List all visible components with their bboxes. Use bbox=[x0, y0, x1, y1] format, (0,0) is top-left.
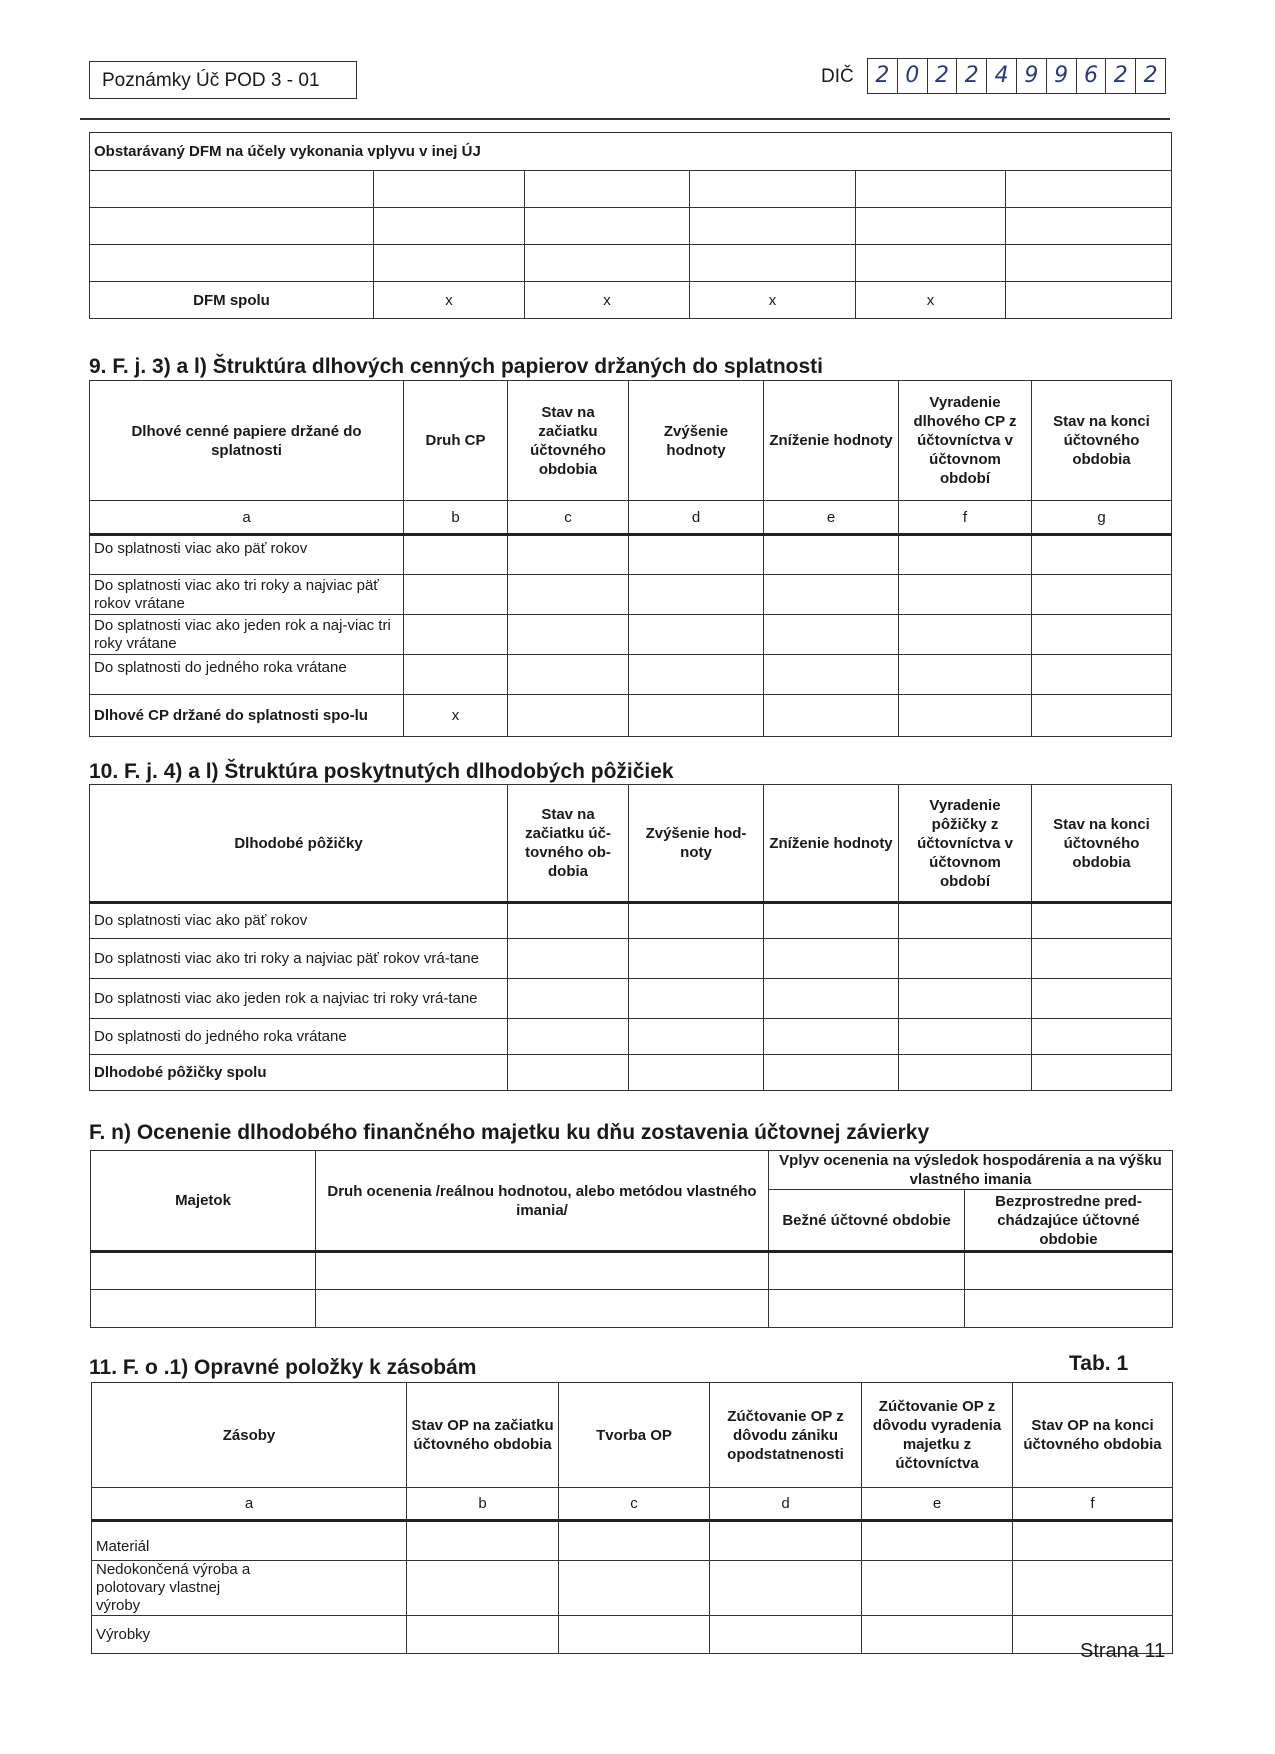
section10-title: 10. F. j. 4) a l) Štruktúra poskytnutých dlhodobých pôžičiek bbox=[89, 760, 674, 783]
cell[interactable] bbox=[1032, 575, 1172, 615]
col-header: Vyradenie pôžičky z účtovníctva v účtovnom období bbox=[899, 785, 1032, 903]
cell[interactable] bbox=[769, 1252, 965, 1290]
cell[interactable] bbox=[1032, 535, 1172, 575]
dic-digit[interactable]: 2 bbox=[928, 59, 958, 93]
cell[interactable] bbox=[1032, 979, 1172, 1019]
cell[interactable] bbox=[1013, 1561, 1173, 1616]
cell[interactable] bbox=[374, 208, 525, 245]
dic-digit[interactable]: 0 bbox=[898, 59, 928, 93]
cell[interactable] bbox=[1006, 245, 1172, 282]
table-row bbox=[90, 903, 1172, 939]
table-row bbox=[90, 245, 1172, 282]
col-header: Bežné účtovné obdobie bbox=[769, 1190, 965, 1252]
cell[interactable] bbox=[899, 939, 1032, 979]
cell[interactable] bbox=[559, 1561, 710, 1616]
col-letter: f bbox=[899, 501, 1032, 535]
dic-digit[interactable]: 4 bbox=[987, 59, 1017, 93]
col-letter: d bbox=[710, 1488, 862, 1521]
cell[interactable] bbox=[764, 615, 899, 655]
col-header: Dlhové cenné papiere držané do splatnosti bbox=[90, 381, 404, 501]
section10-table bbox=[89, 784, 1172, 1091]
dic-field[interactable] bbox=[867, 58, 1166, 94]
cell[interactable] bbox=[316, 1252, 769, 1290]
cell[interactable] bbox=[629, 903, 764, 939]
col-letter: d bbox=[629, 501, 764, 535]
cell[interactable] bbox=[710, 1616, 862, 1654]
table-row bbox=[90, 208, 1172, 245]
cell[interactable] bbox=[508, 939, 629, 979]
cell[interactable] bbox=[404, 535, 508, 575]
cell[interactable] bbox=[404, 655, 508, 695]
cell[interactable] bbox=[508, 695, 629, 737]
cell[interactable] bbox=[899, 695, 1032, 737]
col-header: Stav OP na začiatku účtovného obdobia bbox=[407, 1383, 559, 1488]
cell[interactable] bbox=[856, 245, 1006, 282]
col-header: Zvýšenie hodnoty bbox=[629, 381, 764, 501]
row-label: Dlhové CP držané do splatnosti spo-lu bbox=[90, 695, 404, 737]
dic-digit[interactable]: 6 bbox=[1077, 59, 1107, 93]
col-letter: g bbox=[1032, 501, 1172, 535]
cell[interactable] bbox=[764, 979, 899, 1019]
col-letter: a bbox=[90, 501, 404, 535]
cell[interactable] bbox=[769, 1290, 965, 1328]
section9-table bbox=[89, 380, 1172, 737]
table-row bbox=[92, 1616, 1173, 1654]
row-label: Do splatnosti do jedného roka vrátane bbox=[90, 655, 404, 695]
dic-digit[interactable]: 2 bbox=[868, 59, 898, 93]
cell[interactable] bbox=[899, 655, 1032, 695]
table-row bbox=[90, 1019, 1172, 1055]
cell[interactable] bbox=[899, 1019, 1032, 1055]
cell[interactable] bbox=[764, 535, 899, 575]
col-header: Majetok bbox=[91, 1151, 316, 1252]
col-header: Zúčtovanie OP z dôvodu zániku opodstatnenosti bbox=[710, 1383, 862, 1488]
cell[interactable] bbox=[91, 1252, 316, 1290]
cell[interactable] bbox=[508, 655, 629, 695]
dic-digit[interactable]: 9 bbox=[1017, 59, 1047, 93]
table-row bbox=[90, 615, 1172, 655]
cell[interactable] bbox=[629, 655, 764, 695]
cell[interactable] bbox=[1006, 171, 1172, 208]
cell[interactable] bbox=[629, 1019, 764, 1055]
dic-digit[interactable]: 9 bbox=[1047, 59, 1077, 93]
cell: x bbox=[374, 282, 525, 319]
col-letter: b bbox=[407, 1488, 559, 1521]
cell[interactable] bbox=[1006, 208, 1172, 245]
cell[interactable] bbox=[525, 245, 690, 282]
cell[interactable] bbox=[316, 1290, 769, 1328]
cell[interactable] bbox=[407, 1616, 559, 1654]
col-header: Stav na konci účtovného obdobia bbox=[1032, 381, 1172, 501]
dfm-total-label: DFM spolu bbox=[90, 282, 374, 319]
row-label: Nedokončená výroba a polotovary vlastnej výroby bbox=[92, 1561, 407, 1616]
form-title: Poznámky Úč POD 3 - 01 bbox=[89, 61, 357, 99]
cell[interactable] bbox=[407, 1561, 559, 1616]
cell[interactable] bbox=[374, 245, 525, 282]
cell[interactable] bbox=[862, 1561, 1013, 1616]
cell[interactable] bbox=[404, 575, 508, 615]
col-letter: e bbox=[862, 1488, 1013, 1521]
cell[interactable] bbox=[764, 939, 899, 979]
col-header: Vyradenie dlhového CP z účtovníctva v účtovnom období bbox=[899, 381, 1032, 501]
col-header: Bezprostredne pred-chádzajúce účtovné obdobie bbox=[965, 1190, 1173, 1252]
col-header: Zníženie hodnoty bbox=[764, 785, 899, 903]
cell[interactable] bbox=[629, 1055, 764, 1091]
cell[interactable] bbox=[525, 208, 690, 245]
table-row bbox=[92, 1561, 1173, 1616]
col-letter: c bbox=[559, 1488, 710, 1521]
cell[interactable] bbox=[1032, 655, 1172, 695]
cell: x bbox=[525, 282, 690, 319]
cell[interactable] bbox=[764, 1055, 899, 1091]
cell: x bbox=[690, 282, 856, 319]
col-header: Zásoby bbox=[92, 1383, 407, 1488]
cell: x bbox=[404, 695, 508, 737]
col-header: Zníženie hodnoty bbox=[764, 381, 899, 501]
dfm-total-row bbox=[90, 282, 1172, 319]
cell: x bbox=[856, 282, 1006, 319]
cell[interactable] bbox=[1032, 695, 1172, 737]
table-row bbox=[91, 1290, 1173, 1328]
row-label: Do splatnosti viac ako tri roky a najviac päť rokov vrátane bbox=[90, 575, 404, 615]
cell[interactable] bbox=[764, 1019, 899, 1055]
cell[interactable] bbox=[559, 1521, 710, 1561]
header-divider bbox=[80, 118, 1170, 120]
cell[interactable] bbox=[690, 208, 856, 245]
cell[interactable] bbox=[764, 575, 899, 615]
row-label: Do splatnosti viac ako päť rokov bbox=[90, 535, 404, 575]
col-header: Stav na začiatku účtovného obdobia bbox=[508, 381, 629, 501]
cell[interactable] bbox=[629, 535, 764, 575]
row-label: Do splatnosti viac ako tri roky a najviac päť rokov vrá-tane bbox=[90, 939, 508, 979]
section-fn-table bbox=[90, 1150, 1173, 1328]
cell[interactable] bbox=[710, 1561, 862, 1616]
col-letter: b bbox=[404, 501, 508, 535]
cell[interactable] bbox=[407, 1521, 559, 1561]
col-header: Stav OP na konci účtovného obdobia bbox=[1013, 1383, 1173, 1488]
cell[interactable] bbox=[1032, 1055, 1172, 1091]
cell[interactable] bbox=[559, 1616, 710, 1654]
col-letter: c bbox=[508, 501, 629, 535]
dic-digit[interactable]: 2 bbox=[1106, 59, 1136, 93]
cell[interactable] bbox=[508, 535, 629, 575]
section9-total-row bbox=[90, 695, 1172, 737]
row-label: Do splatnosti viac ako jeden rok a naj-viac tri roky vrátane bbox=[90, 615, 404, 655]
cell[interactable] bbox=[1032, 615, 1172, 655]
section-fn-title: F. n) Ocenenie dlhodobého finančného majetku ku dňu zostavenia účtovnej závierky bbox=[89, 1121, 930, 1144]
cell[interactable] bbox=[629, 695, 764, 737]
table-row bbox=[90, 535, 1172, 575]
dfm-table bbox=[89, 132, 1172, 319]
table-row bbox=[91, 1252, 1173, 1290]
cell[interactable] bbox=[899, 1055, 1032, 1091]
col-header: Druh CP bbox=[404, 381, 508, 501]
section11-title: 11. F. o .1) Opravné položky k zásobám bbox=[89, 1356, 477, 1379]
col-header: Stav na konci účtovného obdobia bbox=[1032, 785, 1172, 903]
cell[interactable] bbox=[90, 208, 374, 245]
cell[interactable] bbox=[374, 171, 525, 208]
cell[interactable] bbox=[91, 1290, 316, 1328]
col-header: Zúčtovanie OP z dôvodu vyradenia majetku z účtovníctva bbox=[862, 1383, 1013, 1488]
row-label: Výrobky bbox=[92, 1616, 407, 1654]
cell[interactable] bbox=[90, 245, 374, 282]
cell[interactable] bbox=[710, 1521, 862, 1561]
page-number: Strana 11 bbox=[1080, 1640, 1166, 1662]
table-row bbox=[92, 1521, 1173, 1561]
table-row bbox=[90, 171, 1172, 208]
col-header: Stav na začiatku úč-tovného ob-dobia bbox=[508, 785, 629, 903]
table-row bbox=[90, 939, 1172, 979]
cell[interactable] bbox=[90, 171, 374, 208]
cell[interactable] bbox=[899, 979, 1032, 1019]
cell[interactable] bbox=[508, 979, 629, 1019]
cell[interactable] bbox=[1006, 282, 1172, 319]
col-header: Tvorba OP bbox=[559, 1383, 710, 1488]
cell[interactable] bbox=[764, 655, 899, 695]
section10-total-row bbox=[90, 1055, 1172, 1091]
cell[interactable] bbox=[862, 1521, 1013, 1561]
cell[interactable] bbox=[856, 208, 1006, 245]
row-label: Do splatnosti viac ako päť rokov bbox=[90, 903, 508, 939]
col-letter: a bbox=[92, 1488, 407, 1521]
cell[interactable] bbox=[508, 615, 629, 655]
cell[interactable] bbox=[508, 575, 629, 615]
col-letter: e bbox=[764, 501, 899, 535]
dic-digit[interactable]: 2 bbox=[957, 59, 987, 93]
section11-table bbox=[91, 1382, 1173, 1654]
row-label: Do splatnosti viac ako jeden rok a najviac tri roky vrá-tane bbox=[90, 979, 508, 1019]
table-row bbox=[90, 979, 1172, 1019]
cell[interactable] bbox=[965, 1252, 1173, 1290]
col-header: Zvýšenie hod-noty bbox=[629, 785, 764, 903]
row-label: Materiál bbox=[92, 1521, 407, 1561]
cell[interactable] bbox=[764, 695, 899, 737]
cell[interactable] bbox=[899, 903, 1032, 939]
cell[interactable] bbox=[629, 939, 764, 979]
col-header-group: Vplyv ocenenia na výsledok hospodárenia a na výšku vlastného imania bbox=[769, 1151, 1173, 1190]
row-label: Do splatnosti do jedného roka vrátane bbox=[90, 1019, 508, 1055]
col-letter: f bbox=[1013, 1488, 1173, 1521]
cell[interactable] bbox=[1032, 939, 1172, 979]
cell[interactable] bbox=[404, 615, 508, 655]
cell[interactable] bbox=[764, 903, 899, 939]
cell[interactable] bbox=[1013, 1521, 1173, 1561]
cell[interactable] bbox=[508, 1055, 629, 1091]
section9-title: 9. F. j. 3) a l) Štruktúra dlhových cenných papierov držaných do splatnosti bbox=[89, 355, 823, 378]
cell[interactable] bbox=[899, 575, 1032, 615]
col-header: Druh ocenenia /reálnou hodnotou, alebo metódou vlastného imania/ bbox=[316, 1151, 769, 1252]
cell[interactable] bbox=[690, 245, 856, 282]
cell[interactable] bbox=[1032, 903, 1172, 939]
cell[interactable] bbox=[690, 171, 856, 208]
cell[interactable] bbox=[629, 615, 764, 655]
cell[interactable] bbox=[508, 1019, 629, 1055]
dfm-table-title: Obstarávaný DFM na účely vykonania vplyvu v inej ÚJ bbox=[90, 133, 1172, 171]
table-row bbox=[90, 655, 1172, 695]
tab-label: Tab. 1 bbox=[1069, 1352, 1129, 1375]
cell[interactable] bbox=[899, 535, 1032, 575]
dic-label: DIČ bbox=[821, 66, 854, 87]
cell[interactable] bbox=[629, 575, 764, 615]
table-row bbox=[90, 575, 1172, 615]
cell[interactable] bbox=[1032, 1019, 1172, 1055]
row-label: Dlhodobé pôžičky spolu bbox=[90, 1055, 508, 1091]
cell[interactable] bbox=[629, 979, 764, 1019]
col-header: Dlhodobé pôžičky bbox=[90, 785, 508, 903]
cell[interactable] bbox=[856, 171, 1006, 208]
cell[interactable] bbox=[965, 1290, 1173, 1328]
cell[interactable] bbox=[525, 171, 690, 208]
dic-digit[interactable]: 2 bbox=[1143, 63, 1158, 88]
cell[interactable] bbox=[862, 1616, 1013, 1654]
cell[interactable] bbox=[899, 615, 1032, 655]
cell[interactable] bbox=[508, 903, 629, 939]
